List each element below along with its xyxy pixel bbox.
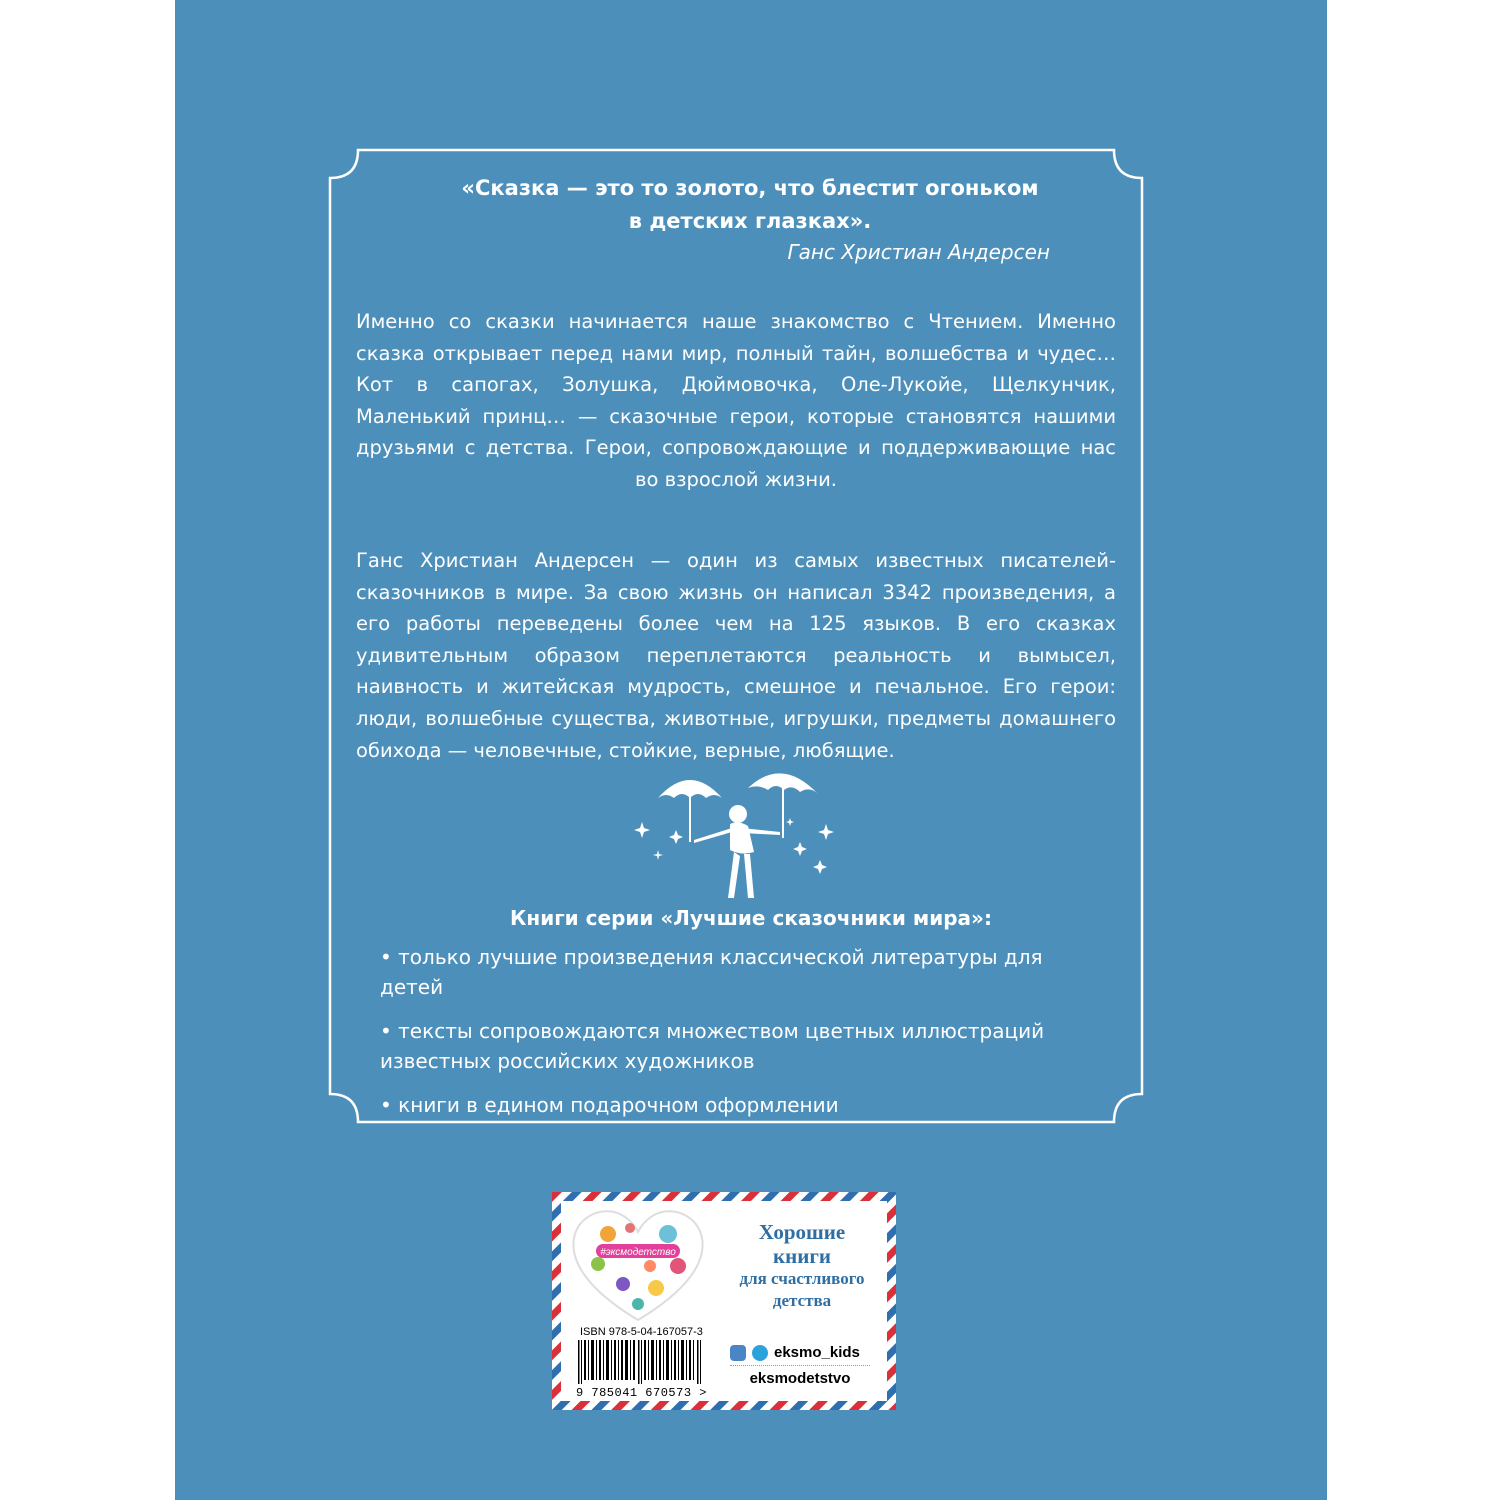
social-handle: eksmo_kids <box>774 1344 860 1361</box>
series-features-list <box>380 942 1110 1134</box>
slogan-line: детства <box>772 1291 832 1310</box>
quote-line-1: «Сказка — это то золото, что блестит огоньком <box>461 176 1039 200</box>
telegram-icon <box>752 1345 768 1361</box>
social-row <box>730 1344 870 1361</box>
divider <box>730 1365 870 1366</box>
girl-with-umbrellas-icon <box>630 760 840 910</box>
social-handle: eksmodetstvo <box>749 1370 851 1387</box>
author-paragraph: Ганс Христиан Андерсен — один из самых известных писателей-сказочников в мире. За свою жизнь он написал 3342 произведения, а его работы переведены более чем на 125 языков. В его сказках удивительным образом переплетаются реальность и вымысел, наивность и житейская мудрость, смешное и печальное. Его герои: люди, волшебные существа, животные, игрушки, предметы домашнего обихода — человечные, стойкие, верные, любящие. <box>356 549 1116 762</box>
publisher-sticker <box>552 1192 896 1410</box>
intro-paragraph: Именно со сказки начинается наше знакомство с Чтением. Именно сказка открывает перед нами мир, полный тайн, волшебства и чудес… Кот в сапогах, Золушка, Дюймовочка, Оле-Лукойе, Щелкунчик, Маленький принц… — сказочные герои, которые становятся нашими друзьями с детства. Герои, сопровождающие и поддерживающие нас во взрослой жизни. <box>356 310 1116 491</box>
slogan-line: Хорошие <box>758 1220 846 1244</box>
barcode <box>578 1340 702 1384</box>
vk-icon <box>730 1345 746 1361</box>
heart-collage-icon <box>568 1204 708 1324</box>
heart-hashtag: #эксмодетство <box>600 1247 676 1258</box>
quote <box>400 172 1100 238</box>
slogan <box>722 1220 882 1312</box>
social-block <box>730 1344 870 1387</box>
series-title: Книги серии «Лучшие сказочники мира»: <box>510 906 992 930</box>
list-item: • книги в едином подарочном оформлении <box>380 1090 1110 1120</box>
barcode-number: 9 785041 670573 > <box>576 1386 707 1400</box>
list-item: • только лучшие произведения классической литературы для детей <box>380 942 1110 1002</box>
quote-line-2: в детских глазках». <box>628 209 872 233</box>
list-item: • тексты сопровождаются множеством цветных иллюстраций известных российских художников <box>380 1016 1110 1076</box>
quote-author: Ганс Христиан Андерсен <box>787 240 1050 264</box>
isbn: ISBN 978-5-04-167057-3 <box>580 1326 703 1338</box>
slogan-line: книги <box>773 1244 831 1268</box>
slogan-line: для счастливого <box>739 1269 865 1288</box>
